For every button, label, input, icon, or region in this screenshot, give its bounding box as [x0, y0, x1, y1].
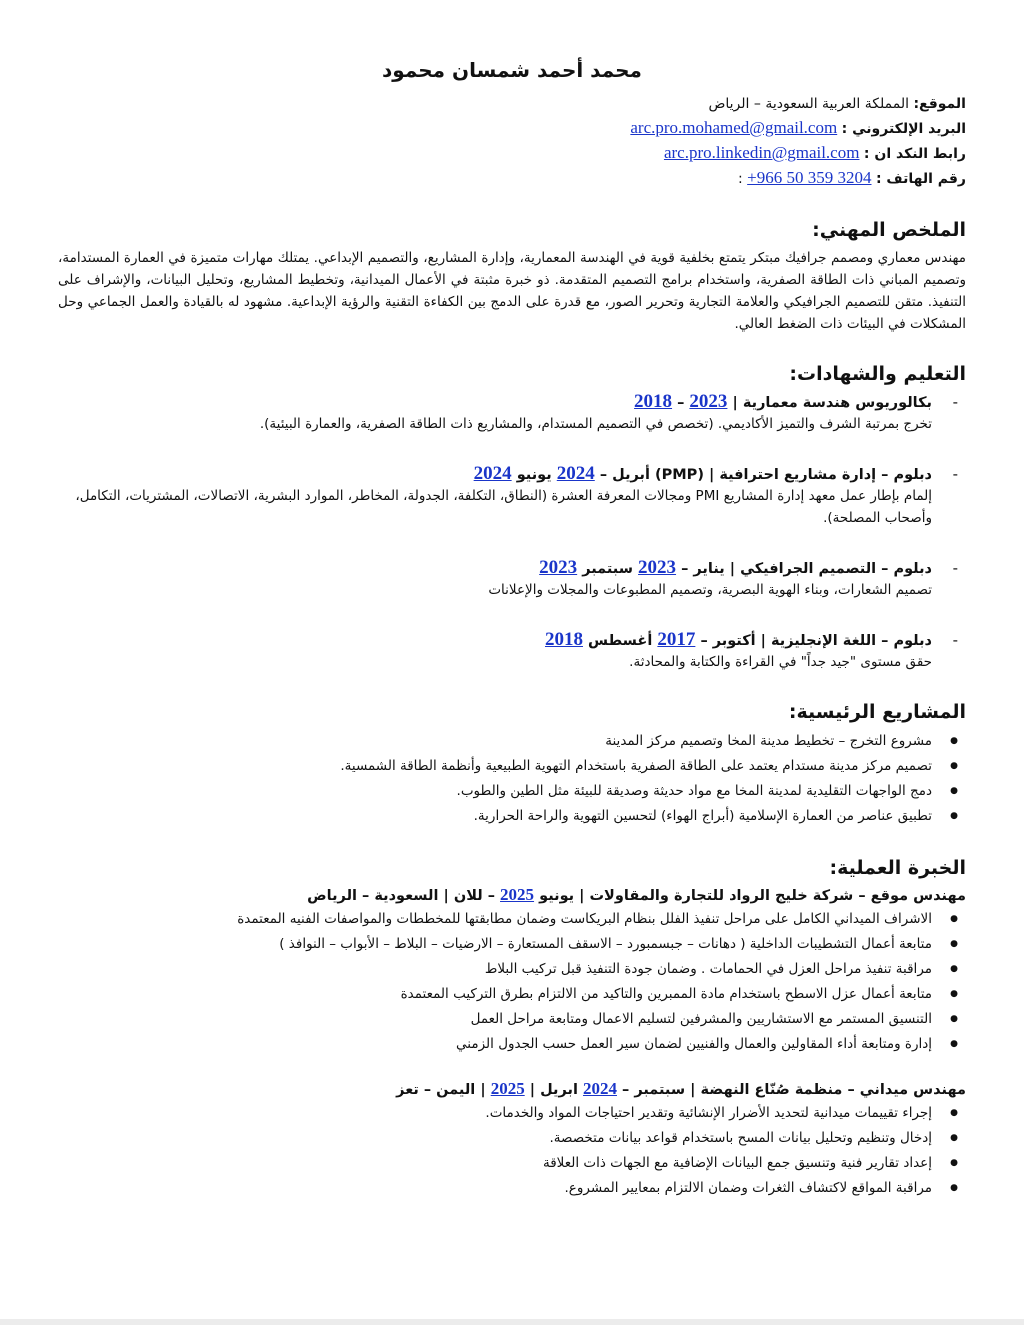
education-year-link[interactable]: 2023	[539, 557, 578, 578]
location-value: المملكة العربية السعودية – الرياض	[708, 96, 909, 112]
education-month: يونيو	[516, 467, 552, 483]
education-title-text: دبلوم – اللغة الإنجليزية | أكتوبر –	[700, 633, 932, 649]
list-item: ● التنسيق المستمر مع الاستشاريين والمشرفين لتسليم الاعمال ومتابعة مراحل العمل	[58, 1007, 932, 1032]
candidate-name: محمد أحمد شمسان محمود	[382, 58, 642, 82]
phone-label: رقم الهاتف :	[875, 171, 966, 187]
education-title-text: دبلوم – التصميم الجرافيكي | يناير –	[681, 561, 932, 577]
list-item: ● إجراء تقييمات ميدانية لتحديد الأضرار الإنشائية وتقدير احتياجات المواد والخدمات.	[58, 1101, 932, 1126]
education-description: حقق مستوى "جيد جداً" في القراءة والكتابة والمحادثة.	[629, 654, 932, 670]
item-dash: -	[952, 559, 958, 577]
list-item: ● متابعة أعمال التشطيبات الداخلية ( دهانات – جبسمبورد – الاسقف المستعارة – الارضيات – البلاط – الأبواب – النوافذ )	[58, 932, 932, 957]
education-year-link[interactable]: 2018	[634, 391, 673, 412]
linkedin-label: رابط النكد ان :	[863, 146, 966, 162]
education-description: تخرج بمرتبة الشرف والتميز الأكاديمي. (تخصص في التصميم المستدام، والمشاريع ذات الطاقة الصفرية، والعمارة البيئية).	[259, 416, 932, 432]
list-item: ● إعداد تقارير فنية وتنسيق جمع البيانات الإضافية مع الجهات ذات العلاقة	[58, 1151, 932, 1176]
linkedin-link[interactable]: arc.pro.linkedin@gmail.com	[663, 143, 860, 162]
education-title-text: بكالوريوس هندسة معمارية |	[732, 395, 932, 411]
education-title	[58, 629, 932, 651]
email-label: البريد الإلكتروني :	[841, 121, 966, 137]
phone-suffix: :	[737, 171, 743, 187]
education-year-link[interactable]: 2017	[657, 629, 696, 650]
job-title-text: – للان | السعودية – الرياض	[307, 888, 495, 904]
list-item: ● مراقبة المواقع لاكتشاف الثغرات وضمان الالتزام بمعايير المشروع.	[58, 1176, 932, 1201]
education-heading: التعليم والشهادات:	[789, 363, 966, 385]
projects-list	[58, 729, 966, 829]
summary-text: مهندس معماري ومصمم جرافيك مبتكر يتمتع بخلفية قوية في الهندسة المعمارية، وإدارة المشاريع، والتصميم الإبداعي. يمتلك مهارات متميزة في العمارة المستدامة، وتصميم المباني ذات الطاقة الصفرية، واستخدام برامج التصميم المتقدمة. ذو خبرة مثبتة في الأعمال الميدانية، وتخطيط المشاريع، وتحليل البيانات، والإشراف على التنفيذ. متقن للتصميم الجرافيكي والعلامة التجارية وتحرير الصور، مع قدرة على الدمج بين الكفاءة التقنية والرؤية الإبداعية. مشهود له بالقيادة والعمل الجماعي وحل المشكلات في البيئات ذات الضغط العالي.	[58, 250, 966, 332]
job-duties-list	[58, 1101, 966, 1201]
education-item	[58, 463, 966, 529]
education-item	[58, 557, 966, 601]
job-title-text: ابريل |	[529, 1082, 578, 1098]
education-month: سبتمبر	[582, 561, 633, 577]
education-year-link[interactable]: 2023	[638, 557, 677, 578]
item-dash: -	[952, 465, 958, 483]
list-item: ● إدخال وتنظيم وتحليل بيانات المسح باستخدام قواعد بيانات متخصصة.	[58, 1126, 932, 1151]
education-item	[58, 629, 966, 673]
linkedin-line	[58, 141, 966, 166]
list-item: ● دمج الواجهات التقليدية لمدينة المخا مع مواد حديثة وصديقة للبيئة مثل الطين والطوب.	[58, 779, 932, 804]
email-link[interactable]: arc.pro.mohamed@gmail.com	[630, 118, 838, 137]
education-description: إلمام بإطار عمل معهد إدارة المشاريع PMI ومجالات المعرفة العشرة (النطاق، التكلفة، الجدولة، المخاطر، الموارد البشرية، الاتصالات، المشتريات، التكامل، وأصحاب المصلحة).	[75, 488, 932, 526]
job-year-link[interactable]: 2024	[582, 1079, 617, 1098]
list-item: ● مشروع التخرج – تخطيط مدينة المخا وتصميم مركز المدينة	[58, 729, 932, 754]
year-separator: –	[677, 395, 685, 411]
education-title-text: دبلوم – إدارة مشاريع احترافية | (PMP) أبريل –	[599, 467, 932, 483]
job-title-text: | اليمن – تعز	[396, 1082, 486, 1098]
contact-block	[58, 92, 966, 191]
location-line	[58, 92, 966, 116]
education-title	[58, 463, 932, 485]
education-year-link[interactable]: 2024	[556, 463, 595, 484]
education-month: أغسطس	[588, 633, 653, 649]
item-dash: -	[952, 631, 958, 649]
item-dash: -	[952, 393, 958, 411]
job-title-text: مهندس موقع – شركة خليج الرواد للتجارة والمقاولات | يونيو	[539, 888, 966, 904]
list-item: ● متابعة أعمال عزل الاسطح باستخدام مادة الممبرين والتاكيد من الالتزام بطرق التركيب المعتمدة	[58, 982, 932, 1007]
list-item: ● الاشراف الميداني الكامل على مراحل تنفيذ الفلل بنظام البريكاست وضمان مطابقتها للمخططات والمواصفات الفنيه المعتمدة	[58, 907, 932, 932]
job-year-link[interactable]: 2025	[500, 885, 535, 904]
education-title	[58, 391, 932, 413]
page-bottom-divider	[0, 1319, 1024, 1325]
list-item: ● تطبيق عناصر من العمارة الإسلامية (أبراج الهواء) لتحسين التهوية والراحة الحرارية.	[58, 804, 932, 829]
phone-line	[58, 166, 966, 191]
list-item: ● تصميم مركز مدينة مستدام يعتمد على الطاقة الصفرية باستخدام التهوية الطبيعية وأنظمة الطاقة الشمسية.	[58, 754, 932, 779]
job-duties-list	[58, 907, 966, 1057]
list-item: ● إدارة ومتابعة أداء المقاولين والعمال والفنيين لضمان سير العمل حسب الجدول الزمني	[58, 1032, 932, 1057]
summary-heading: الملخص المهني:	[812, 219, 966, 241]
education-year-link[interactable]: 2018	[544, 629, 583, 650]
education-year-link[interactable]: 2024	[473, 463, 512, 484]
education-title	[58, 557, 932, 579]
education-description: تصميم الشعارات، وبناء الهوية البصرية، وتصميم المطبوعات والمجلات والإعلانات	[488, 582, 932, 598]
job-year-link[interactable]: 2025	[490, 1079, 525, 1098]
email-line	[58, 116, 966, 141]
experience-heading: الخبرة العملية:	[829, 857, 966, 879]
job-title	[58, 1079, 966, 1099]
job-title	[58, 885, 966, 905]
education-year-link[interactable]: 2023	[689, 391, 728, 412]
list-item: ● مراقبة تنفيذ مراحل العزل في الحمامات . وضمان جودة التنفيذ قبل تركيب البلاط	[58, 957, 932, 982]
phone-link[interactable]: +966 50 359 3204	[747, 168, 872, 187]
location-label: الموقع:	[913, 96, 966, 112]
projects-heading: المشاريع الرئيسية:	[788, 701, 966, 723]
education-item	[58, 391, 966, 435]
job-title-text: مهندس ميداني – منظمة صُنّاع النهضة | سبتمبر –	[622, 1082, 966, 1098]
